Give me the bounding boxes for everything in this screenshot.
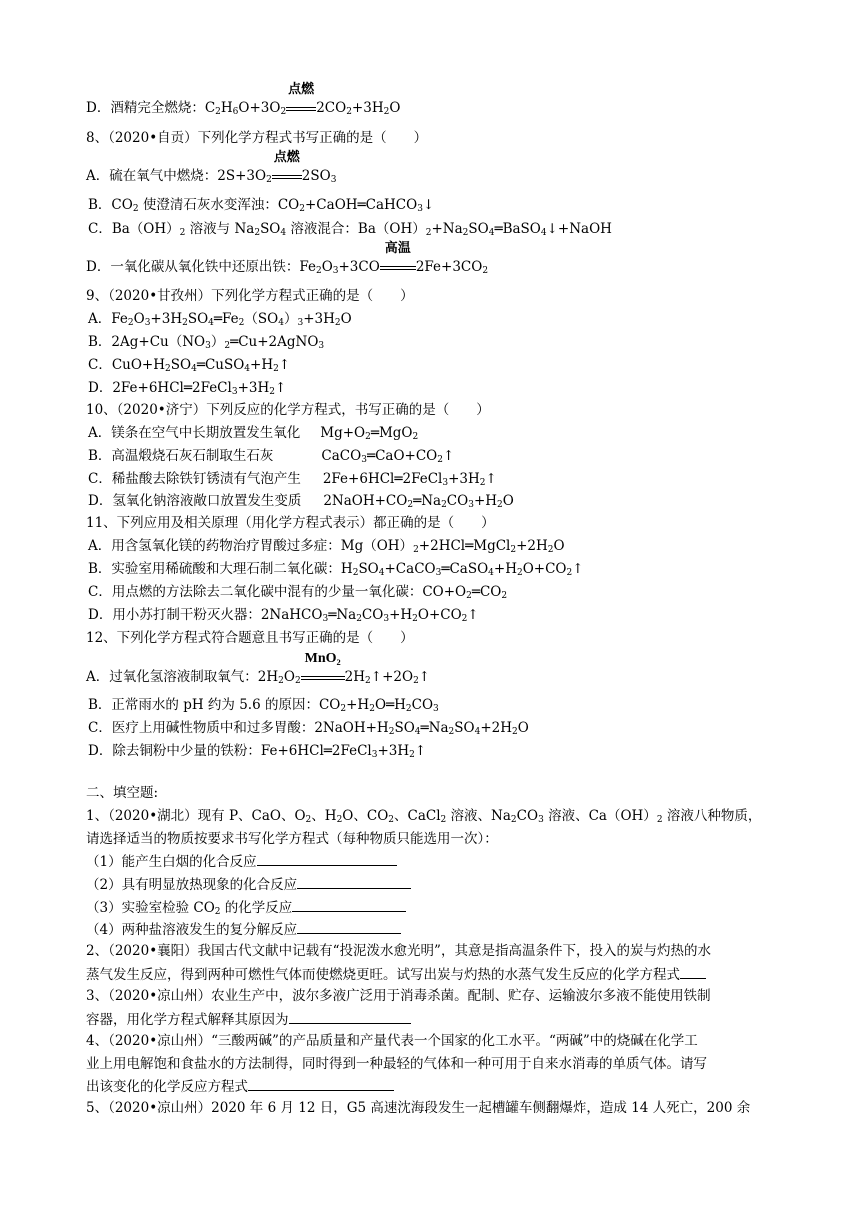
- q11-option-a: A．用含氢氧化镁的药物治疗胃酸过多症：$Mg(OH)_2+2HCl═MgCl_2+2H_2O$: [88, 538, 565, 555]
- q8-option-a: A．硫在氧气中燃烧：$2S+3O_2$ 点燃 $2SO_3$: [86, 150, 337, 185]
- q8-stem: 8、（2020•自贡）下列化学方程式书写正确的是（ ）: [86, 130, 428, 146]
- q9-option-a: A．$Fe_2O_3+3H_2SO_4═Fe_2(SO_4)_3+3H_2O$: [88, 311, 352, 328]
- condition-high-temp: 高温: [380, 257, 416, 277]
- fill-q1-line2: 请选择适当的物质按要求书写化学方程式（每种物质只能选用一次）：: [86, 831, 498, 847]
- section-2-title: 二、填空题:: [86, 785, 159, 801]
- answer-blank[interactable]: [257, 851, 397, 866]
- answer-blank[interactable]: [289, 1009, 411, 1024]
- q7-option-d: D．酒精完全燃烧：$C_2H_6O+3O_2$ 点燃 $2CO_2+3H_2O$: [86, 82, 401, 117]
- fill-q1-sub1: （1）能产生白烟的化合反应: [86, 851, 397, 872]
- condition-ignite: 点燃: [272, 166, 302, 186]
- answer-blank[interactable]: [297, 919, 401, 934]
- q8-option-c: C．$Ba(OH)_2$ 溶液与 $Na_2SO_4$ 溶液混合：$Ba(OH)_2+Na_2SO_4═BaSO_4↓+NaOH$: [88, 221, 612, 238]
- answer-blank[interactable]: [297, 874, 411, 889]
- answer-blank[interactable]: [680, 964, 706, 979]
- fill-q2-line2: 蒸气发生反应，得到两种可燃性气体而使燃烧更旺。试写出炭与灼热的水蒸气发生反应的化学方程式: [86, 964, 706, 985]
- fill-q1-sub2: （2）具有明显放热现象的化合反应: [86, 874, 411, 895]
- fill-q4-line3: 出该变化的化学反应方程式: [86, 1076, 394, 1097]
- fill-q3-line2: 容器，用化学方程式解释其原因为: [86, 1009, 411, 1030]
- q11-option-c: C．用点燃的方法除去二氧化碳中混有的少量一氧化碳：$CO+O_2═CO_2$: [88, 584, 508, 601]
- q11-option-b: B．实验室用稀硫酸和大理石制二氧化碳：$H_2SO_4+CaCO_3═CaSO_4+H_2O+CO_2↑$: [88, 561, 584, 578]
- fill-q1-sub4: （4）两种盐溶液发生的复分解反应: [86, 919, 401, 940]
- fill-q2-line1: 2、（2020•襄阳）我国古代文献中记载有“投泥泼水愈光明”，其意是指高温条件下，投入的炭与灼热的水: [86, 943, 711, 959]
- q10-option-b: B．高温煅烧石灰石制取生石灰 $CaCO_3═CaO+CO_2↑$: [88, 448, 455, 465]
- answer-blank[interactable]: [292, 897, 406, 912]
- fill-q4-line2: 业上用电解饱和食盐水的方法制得，同时得到一种最轻的气体和一种可用于自来水消毒的单质气体。请写: [86, 1056, 707, 1072]
- q9-option-c: C．$CuO+H_2SO_4═CuSO_4+H_2↑$: [88, 357, 291, 374]
- q10-option-c: C．稀盐酸去除铁钉锈渍有气泡产生 $2Fe+6HCl═2FeCl_3+3H_2↑$: [88, 471, 497, 488]
- q12-option-a: A．过氧化氢溶液制取氧气：$2H_2O_2$ MnO₂ $2H_2↑+2O_2↑$: [86, 651, 431, 686]
- q8-option-d: D．一氧化碳从氧化铁中还原出铁：$Fe_2O_3+3CO$ 高温 $2Fe+3CO_2$: [86, 241, 489, 276]
- q9-stem: 9、（2020•甘孜州）下列化学方程式正确的是（ ）: [86, 288, 414, 304]
- q12-stem: 12、下列化学方程式符合题意且书写正确的是（ ）: [86, 630, 414, 646]
- q9-option-d: D．$2Fe+6HCl═2FeCl_3+3H_2↑$: [88, 380, 287, 397]
- q9-option-b: B．$2Ag+Cu(NO_3)_2═Cu+2AgNO_3$: [88, 334, 325, 351]
- q10-option-a: A．镁条在空气中长期放置发生氧化 $Mg+O_2═MgO_2$: [88, 425, 419, 442]
- catalyst-mno2: MnO₂: [301, 667, 345, 687]
- q10-option-d: D．氢氧化钠溶液敞口放置发生变质 $2NaOH+CO_2═Na_2CO_3+H_2O$: [88, 493, 514, 510]
- q12-option-d: D．除去铜粉中少量的铁粉：$Fe+6HCl═2FeCl_3+3H_2↑$: [88, 743, 427, 760]
- fill-q3-line1: 3、（2020•凉山州）农业生产中，波尔多液广泛用于消毒杀菌。配制、贮存、运输波尔多液不能使用铁制: [86, 988, 711, 1004]
- fill-q1-sub3: （3）实验室检验 $CO_2$ 的化学反应: [86, 897, 406, 918]
- q10-stem: 10、（2020•济宁）下列反应的化学方程式，书写正确的是（ ）: [86, 402, 490, 418]
- q11-stem: 11、下列应用及相关原理（用化学方程式表示）都正确的是（ ）: [86, 515, 495, 531]
- q11-option-d: D．用小苏打制干粉灭火器：$2NaHCO_3═Na_2CO_3+H_2O+CO_2↑$: [88, 607, 479, 624]
- fill-q4-line1: 4、（2020•凉山州）“三酸两碱”的产品质量和产量代表一个国家的化工水平。“两碱”中的烧碱在化学工: [86, 1033, 698, 1049]
- q12-option-b: B．正常雨水的 pH 约为 5.6 的原因：$CO_2+H_2O═H_2CO_3$: [88, 697, 439, 714]
- q12-option-c: C．医疗上用碱性物质中和过多胃酸：$2NaOH+H_2SO_4═Na_2SO_4+2H_2O$: [88, 720, 529, 737]
- fill-q5-line1: 5、（2020•凉山州）2020 年 6 月 12 日，G5 高速沈海段发生一起槽罐车侧翻爆炸，造成 14 人死亡，200 余: [86, 1100, 751, 1116]
- fill-q1-line1: 1、（2020•湖北）现有 P、CaO、$O_2$、$H_2O$、$CO_2$、CaCl$_2$ 溶液、$Na_2CO_3$ 溶液、$Ca(OH)_2$ 溶液八种物质，: [86, 808, 762, 825]
- answer-blank[interactable]: [248, 1076, 394, 1091]
- q8-option-b: B．$CO_2$ 使澄清石灰水变浑浊：$CO_2+CaOH═CaHCO_3↓$: [88, 197, 435, 214]
- condition-ignite: 点燃: [286, 98, 316, 118]
